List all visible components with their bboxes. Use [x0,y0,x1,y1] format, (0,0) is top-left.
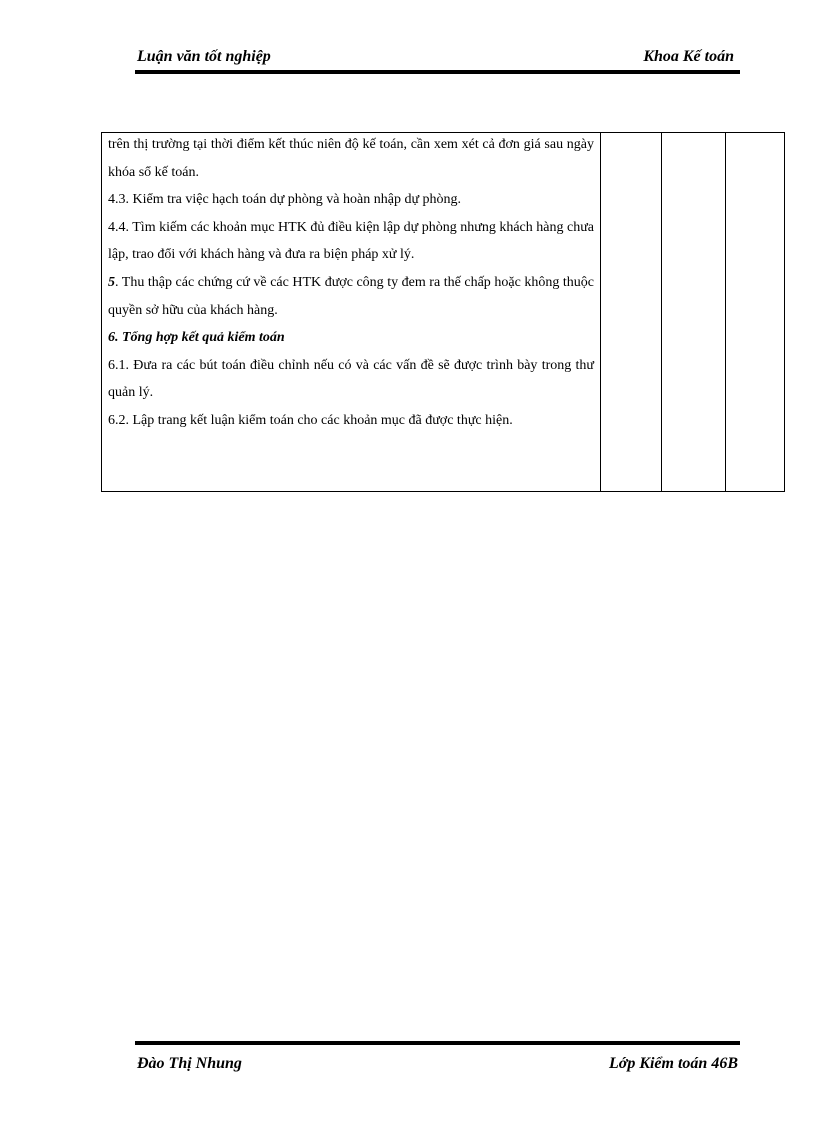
empty-cell [726,133,785,492]
page-footer [135,1055,740,1075]
header-thesis-title: Luận văn tốt nghiệp [137,48,271,65]
procedure-item-6-2: 6.2. Lập trang kết luận kiểm toán cho các khoản mục đã được thực hiện. [108,412,513,428]
procedure-item-5 [108,269,594,324]
empty-cell [601,133,662,492]
procedure-line: trên thị trường tại thời điểm kết thúc niên độ kế toán, cần xem xét cả đơn giá sau ngày khóa sổ kế toán. [108,137,594,180]
item-5-number: 5 [108,274,115,290]
empty-cell [662,133,726,492]
item-5-text: . Thu thập các chứng cứ về các HTK được công ty đem ra thế chấp hoặc không thuộc quyền sở hữu của khách hàng. [108,274,594,318]
audit-procedure-table [101,132,785,492]
header-faculty: Khoa Kế toán [643,48,734,65]
footer-divider [135,1041,740,1045]
procedure-item-6-1: 6.1. Đưa ra các bút toán điều chỉnh nếu có và các vấn đề sẽ được trình bày trong thư quản lý. [108,357,594,401]
page-header [135,48,740,68]
table-row [102,133,785,492]
footer-author: Đào Thị Nhung [137,1055,242,1072]
procedure-line: 4.3. Kiểm tra việc hạch toán dự phòng và hoàn nhập dự phòng. [108,192,462,208]
header-divider [135,70,740,74]
procedure-line: 4.4. Tìm kiếm các khoản mục HTK đủ điều kiện lập dự phòng nhưng khách hàng chưa lập, trao đổi với khách hàng và đưa ra biện pháp xử lý. [108,219,594,263]
procedure-cell [102,133,601,492]
footer-class: Lớp Kiểm toán 46B [608,1055,738,1072]
section-6-title: 6. Tổng hợp kết quả kiểm toán [108,330,285,346]
